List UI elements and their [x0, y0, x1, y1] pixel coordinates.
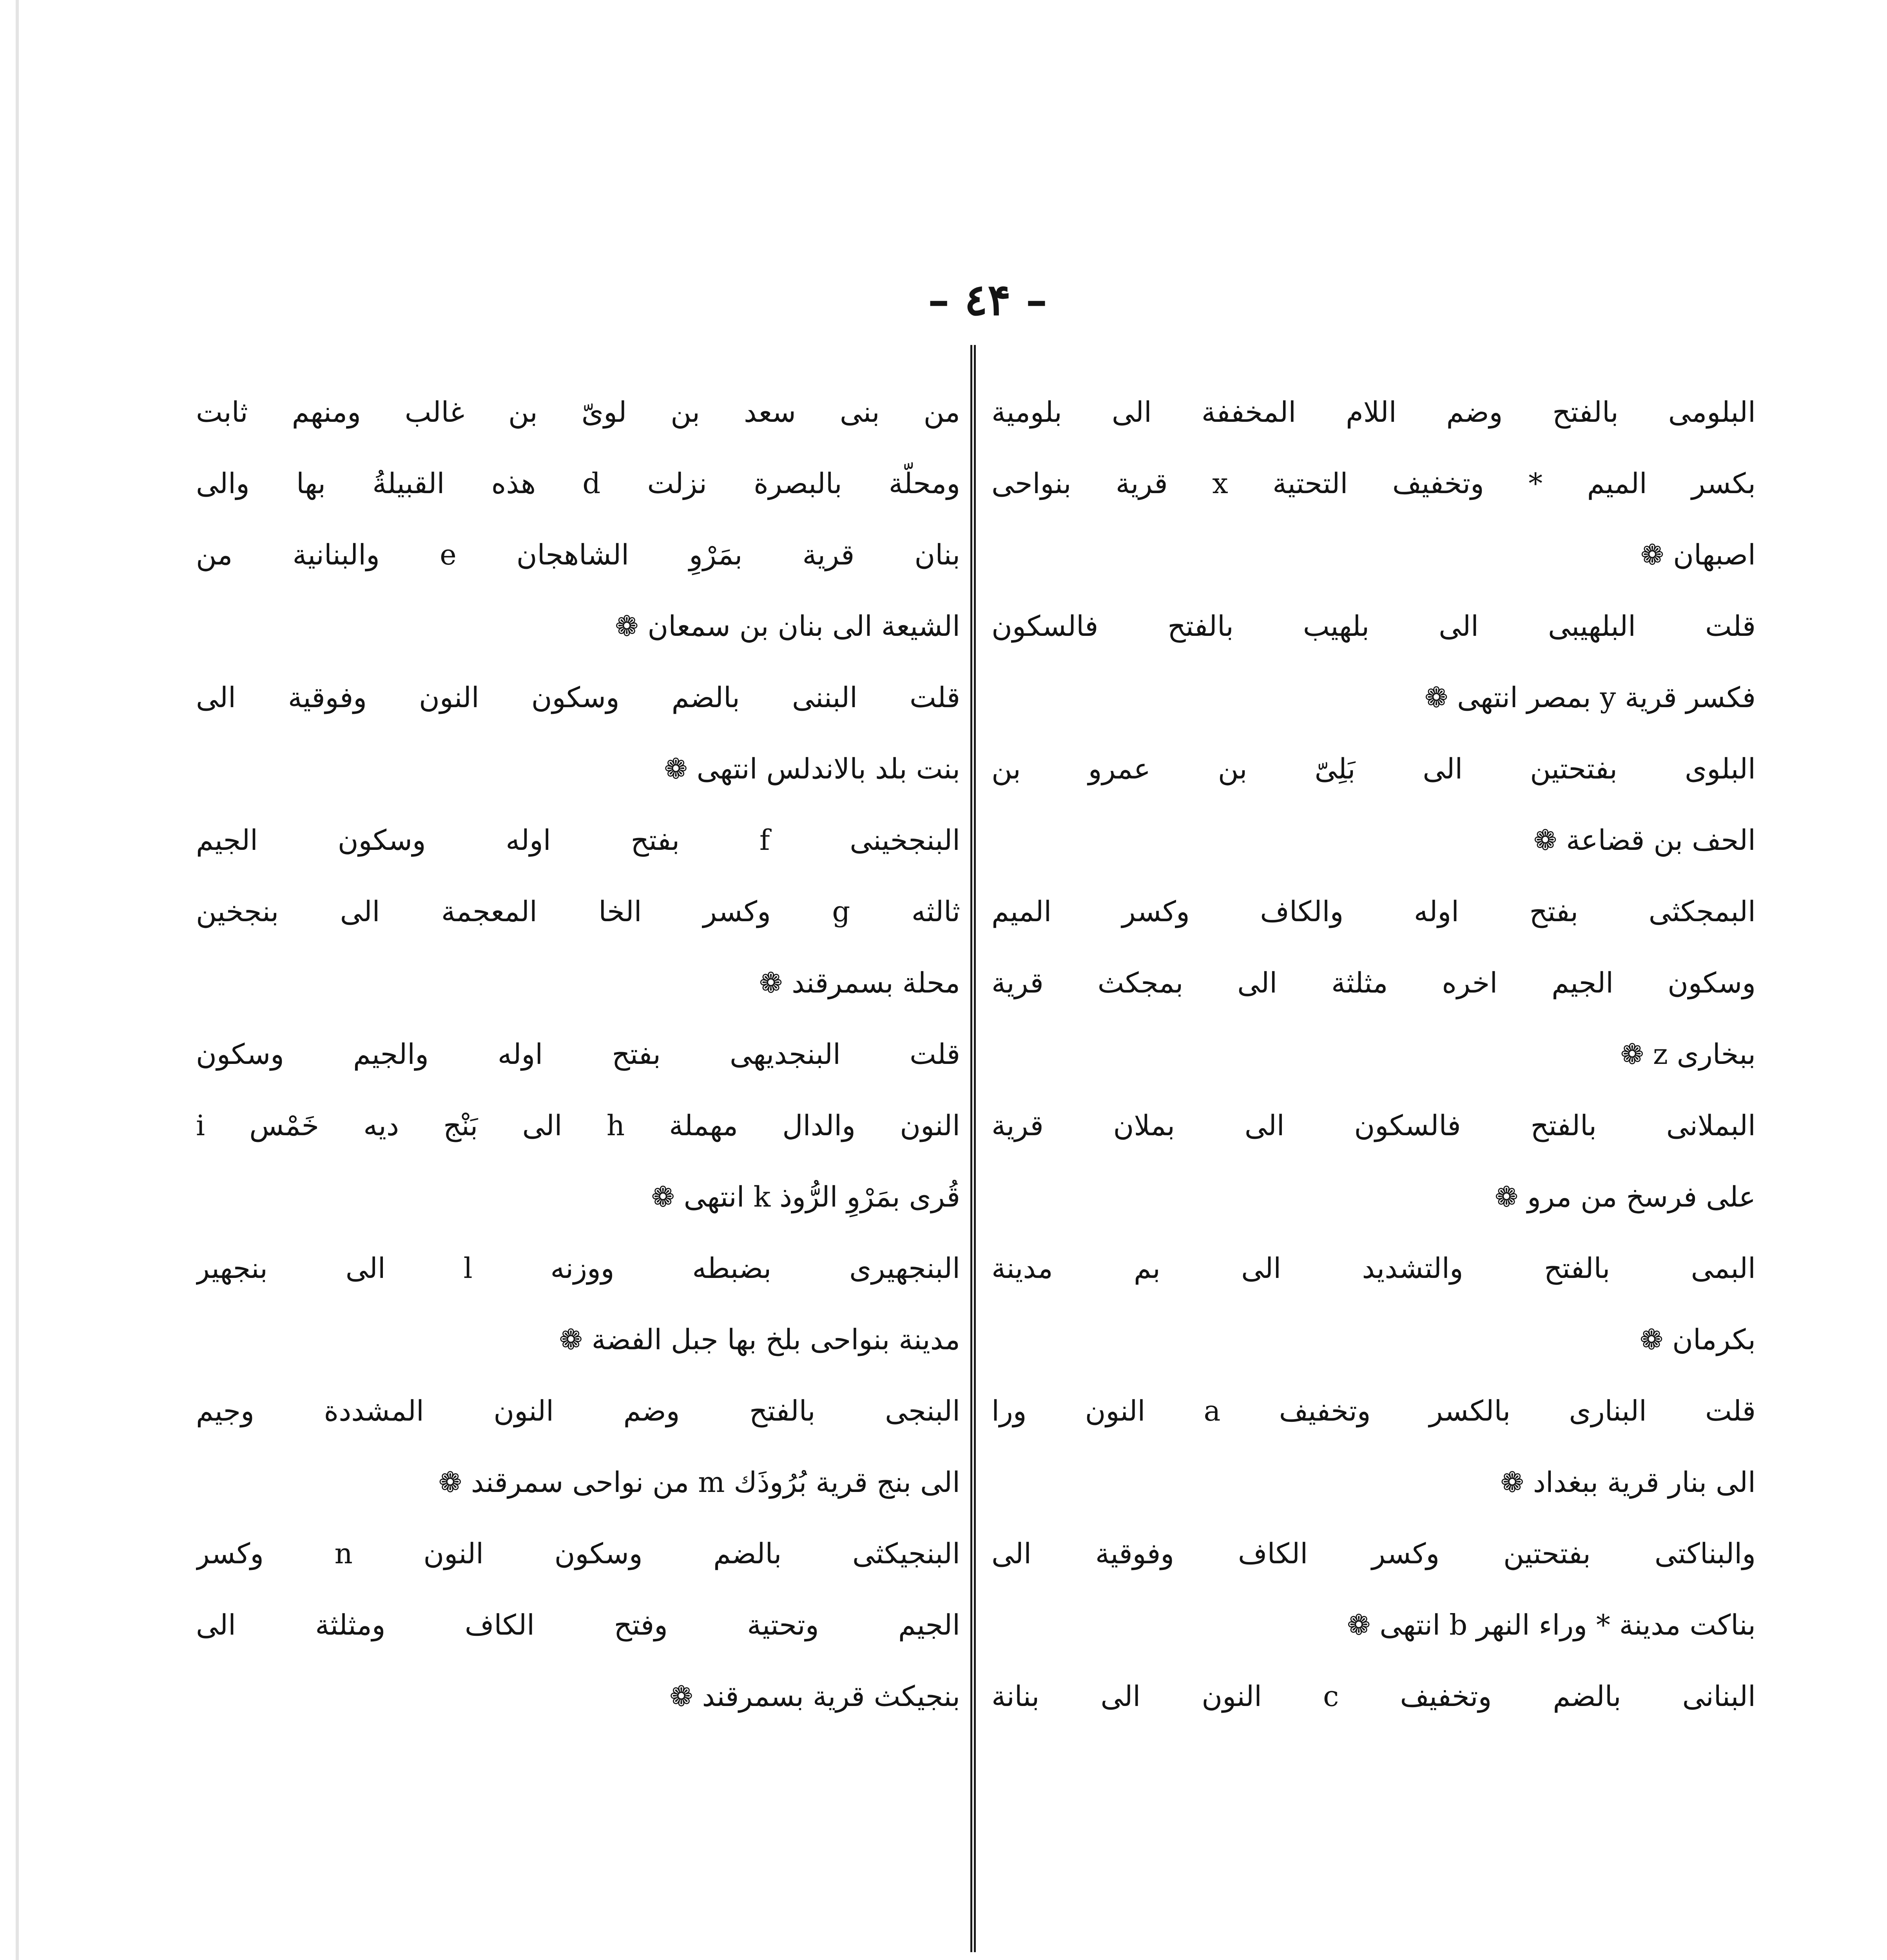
text-line: ثالثه g وكسر الخا المعجمة الى بنجخين — [196, 895, 960, 928]
text-line: البمجكثى بفتح اوله والكاف وكسر الميم — [992, 895, 1756, 928]
text-line: بكسر الميم * وتخفيف التحتية x قرية بنواحى — [992, 467, 1756, 500]
text-line: بناكت مدينة * وراء النهر b انتهى ❁ — [1347, 1608, 1756, 1641]
text-line: البلوى بفتحتين الى بَلِىّ بن عمرو بن — [992, 752, 1756, 785]
text-line: الجيم وتحتية وفتح الكاف ومثلثة الى — [196, 1608, 960, 1641]
text-line: قلت البنارى بالكسر وتخفيف a النون ورا — [992, 1394, 1756, 1427]
text-line: قلت البنجديهى بفتح اوله والجيم وسكون — [196, 1038, 960, 1071]
text-line: قُرى بمَرْوِ الرُّوذ k انتهى ❁ — [651, 1180, 960, 1213]
text-line: البنجى بالفتح وضم النون المشددة وجيم — [196, 1394, 960, 1427]
column-divider — [970, 345, 976, 1952]
text-line: البنجهيرى بضبطه ووزنه l الى بنجهير — [196, 1252, 960, 1285]
text-line: البنانى بالضم وتخفيف c النون الى بنانة — [992, 1680, 1756, 1713]
text-line: قلت البننى بالضم وسكون النون وفوقية الى — [196, 681, 960, 714]
text-line: ببخارى z ❁ — [1620, 1038, 1756, 1071]
text-line: من بنى سعد بن لوىّ بن غالب ومنهم ثابت — [196, 396, 960, 428]
page-number: – ٤۴ – — [928, 274, 1048, 325]
text-line: مدينة بنواحى بلخ بها جبل الفضة ❁ — [559, 1323, 960, 1356]
text-line: الى بنج قرية بُرُوذَك m من نواحى سمرقند ❁ — [438, 1466, 960, 1499]
text-line: قلت البلهيبى الى بلهيب بالفتح فالسكون — [992, 610, 1756, 642]
text-line: فكسر قرية y بمصر انتهى ❁ — [1424, 681, 1756, 714]
text-line: اصبهان ❁ — [1640, 538, 1756, 571]
text-line: بنجيكث قرية بسمرقند ❁ — [669, 1680, 960, 1713]
text-line: ومحلّة بالبصرة نزلت d هذه القبيلةُ بها والى — [196, 467, 960, 500]
text-line: البملانى بالفتح فالسكون الى بملان قرية — [992, 1109, 1756, 1142]
text-line: النون والدال مهملة h الى بَنْج ديه خَمْس i — [196, 1109, 960, 1142]
right-column — [992, 376, 1756, 1732]
left-column — [196, 376, 960, 1732]
text-line: الى بنار قرية ببغداد ❁ — [1500, 1466, 1756, 1499]
text-line: البنجخينى f بفتح اوله وسكون الجيم — [196, 824, 960, 857]
text-line: الشيعة الى بنان بن سمعان ❁ — [615, 610, 960, 642]
text-line: بنان قرية بمَرْوِ الشاهجان e والبنانية من — [196, 538, 960, 571]
text-line: البمى بالفتح والتشديد الى بم مدينة — [992, 1252, 1756, 1285]
text-line: وسكون الجيم اخره مثلثة الى بمجكث قرية — [992, 966, 1756, 999]
text-line: الحف بن قضاعة ❁ — [1533, 824, 1756, 857]
text-line: بنت بلد بالاندلس انتهى ❁ — [664, 752, 960, 785]
page-edge — [16, 0, 19, 1960]
text-line: على فرسخ من مرو ❁ — [1494, 1180, 1756, 1213]
text-line: بكرمان ❁ — [1639, 1323, 1756, 1356]
text-line: محلة بسمرقند ❁ — [759, 966, 960, 999]
text-line: البلومى بالفتح وضم اللام المخففة الى بلومية — [992, 396, 1756, 428]
text-line: والبناكتى بفتحتين وكسر الكاف وفوقية الى — [992, 1537, 1756, 1570]
text-line: البنجيكثى بالضم وسكون النون n وكسر — [196, 1537, 960, 1570]
